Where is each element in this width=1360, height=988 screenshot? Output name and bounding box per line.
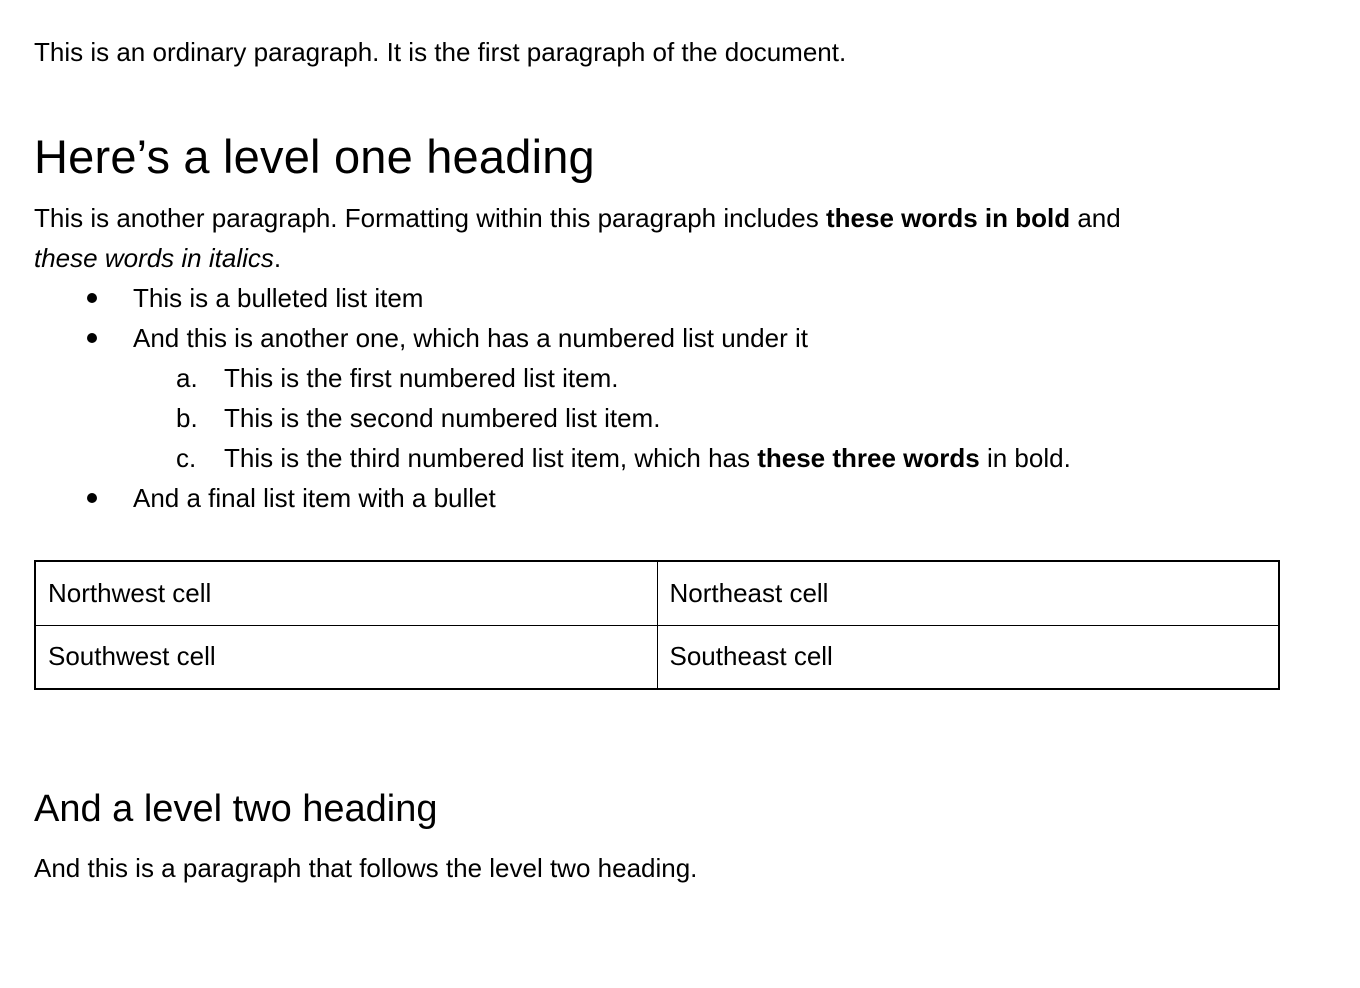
bullet-icon — [87, 493, 97, 503]
content-table — [34, 560, 1280, 690]
table-cell-southeast: Southeast cell — [657, 625, 1279, 689]
numbered-list-item-c — [34, 438, 1280, 478]
table-cell-northwest: Northwest cell — [35, 561, 657, 625]
table-cell-southwest: Southwest cell — [35, 625, 657, 689]
bullet-list-item-2 — [34, 318, 1280, 358]
formatted-paragraph — [34, 198, 1280, 278]
heading-level-two: And a level two heading — [34, 788, 438, 830]
numbered-list-item-b-text: This is the second numbered list item. — [224, 403, 661, 433]
table-row — [35, 625, 1279, 689]
numbered-list-marker-b: b. — [176, 403, 198, 433]
numbered-list-marker-a: a. — [176, 363, 198, 393]
bullet-list-item-1 — [34, 278, 1280, 318]
bullet-icon — [87, 293, 97, 303]
numbered-list-item-c-text-end: in bold. — [979, 443, 1071, 473]
numbered-list-item-a — [34, 358, 1280, 398]
bullet-list-item-3 — [34, 478, 1280, 518]
bullet-list — [34, 278, 1280, 518]
bullet-list-item-3-text: And a final list item with a bullet — [133, 483, 496, 513]
italic-text-run: these words in italics — [34, 243, 274, 273]
heading-level-one: Here’s a level one heading — [34, 130, 595, 183]
bold-text-run: these words in bold — [825, 203, 1071, 233]
numbered-list-item-a-text: This is the first numbered list item. — [224, 363, 619, 393]
numbered-list-item-c-text-start: This is the third numbered list item, which has — [224, 443, 758, 473]
numbered-list-item-c-bold-run: these three words — [757, 443, 980, 473]
formatted-paragraph-text-middle: and — [1070, 203, 1121, 233]
table-cell-northeast: Northeast cell — [657, 561, 1279, 625]
bullet-list-item-2-text: And this is another one, which has a numbered list under it — [133, 323, 808, 353]
formatted-paragraph-text-end: . — [273, 243, 282, 273]
intro-paragraph: This is an ordinary paragraph. It is the first paragraph of the document. — [34, 37, 847, 67]
numbered-list-item-b — [34, 398, 1280, 438]
closing-paragraph: And this is a paragraph that follows the level two heading. — [34, 853, 698, 883]
formatted-paragraph-text-start: This is another paragraph. Formatting within this paragraph includes — [34, 203, 826, 233]
bullet-icon — [87, 333, 97, 343]
bullet-list-item-1-text: This is a bulleted list item — [133, 283, 424, 313]
table-row — [35, 561, 1279, 625]
numbered-list-marker-c: c. — [176, 443, 197, 473]
